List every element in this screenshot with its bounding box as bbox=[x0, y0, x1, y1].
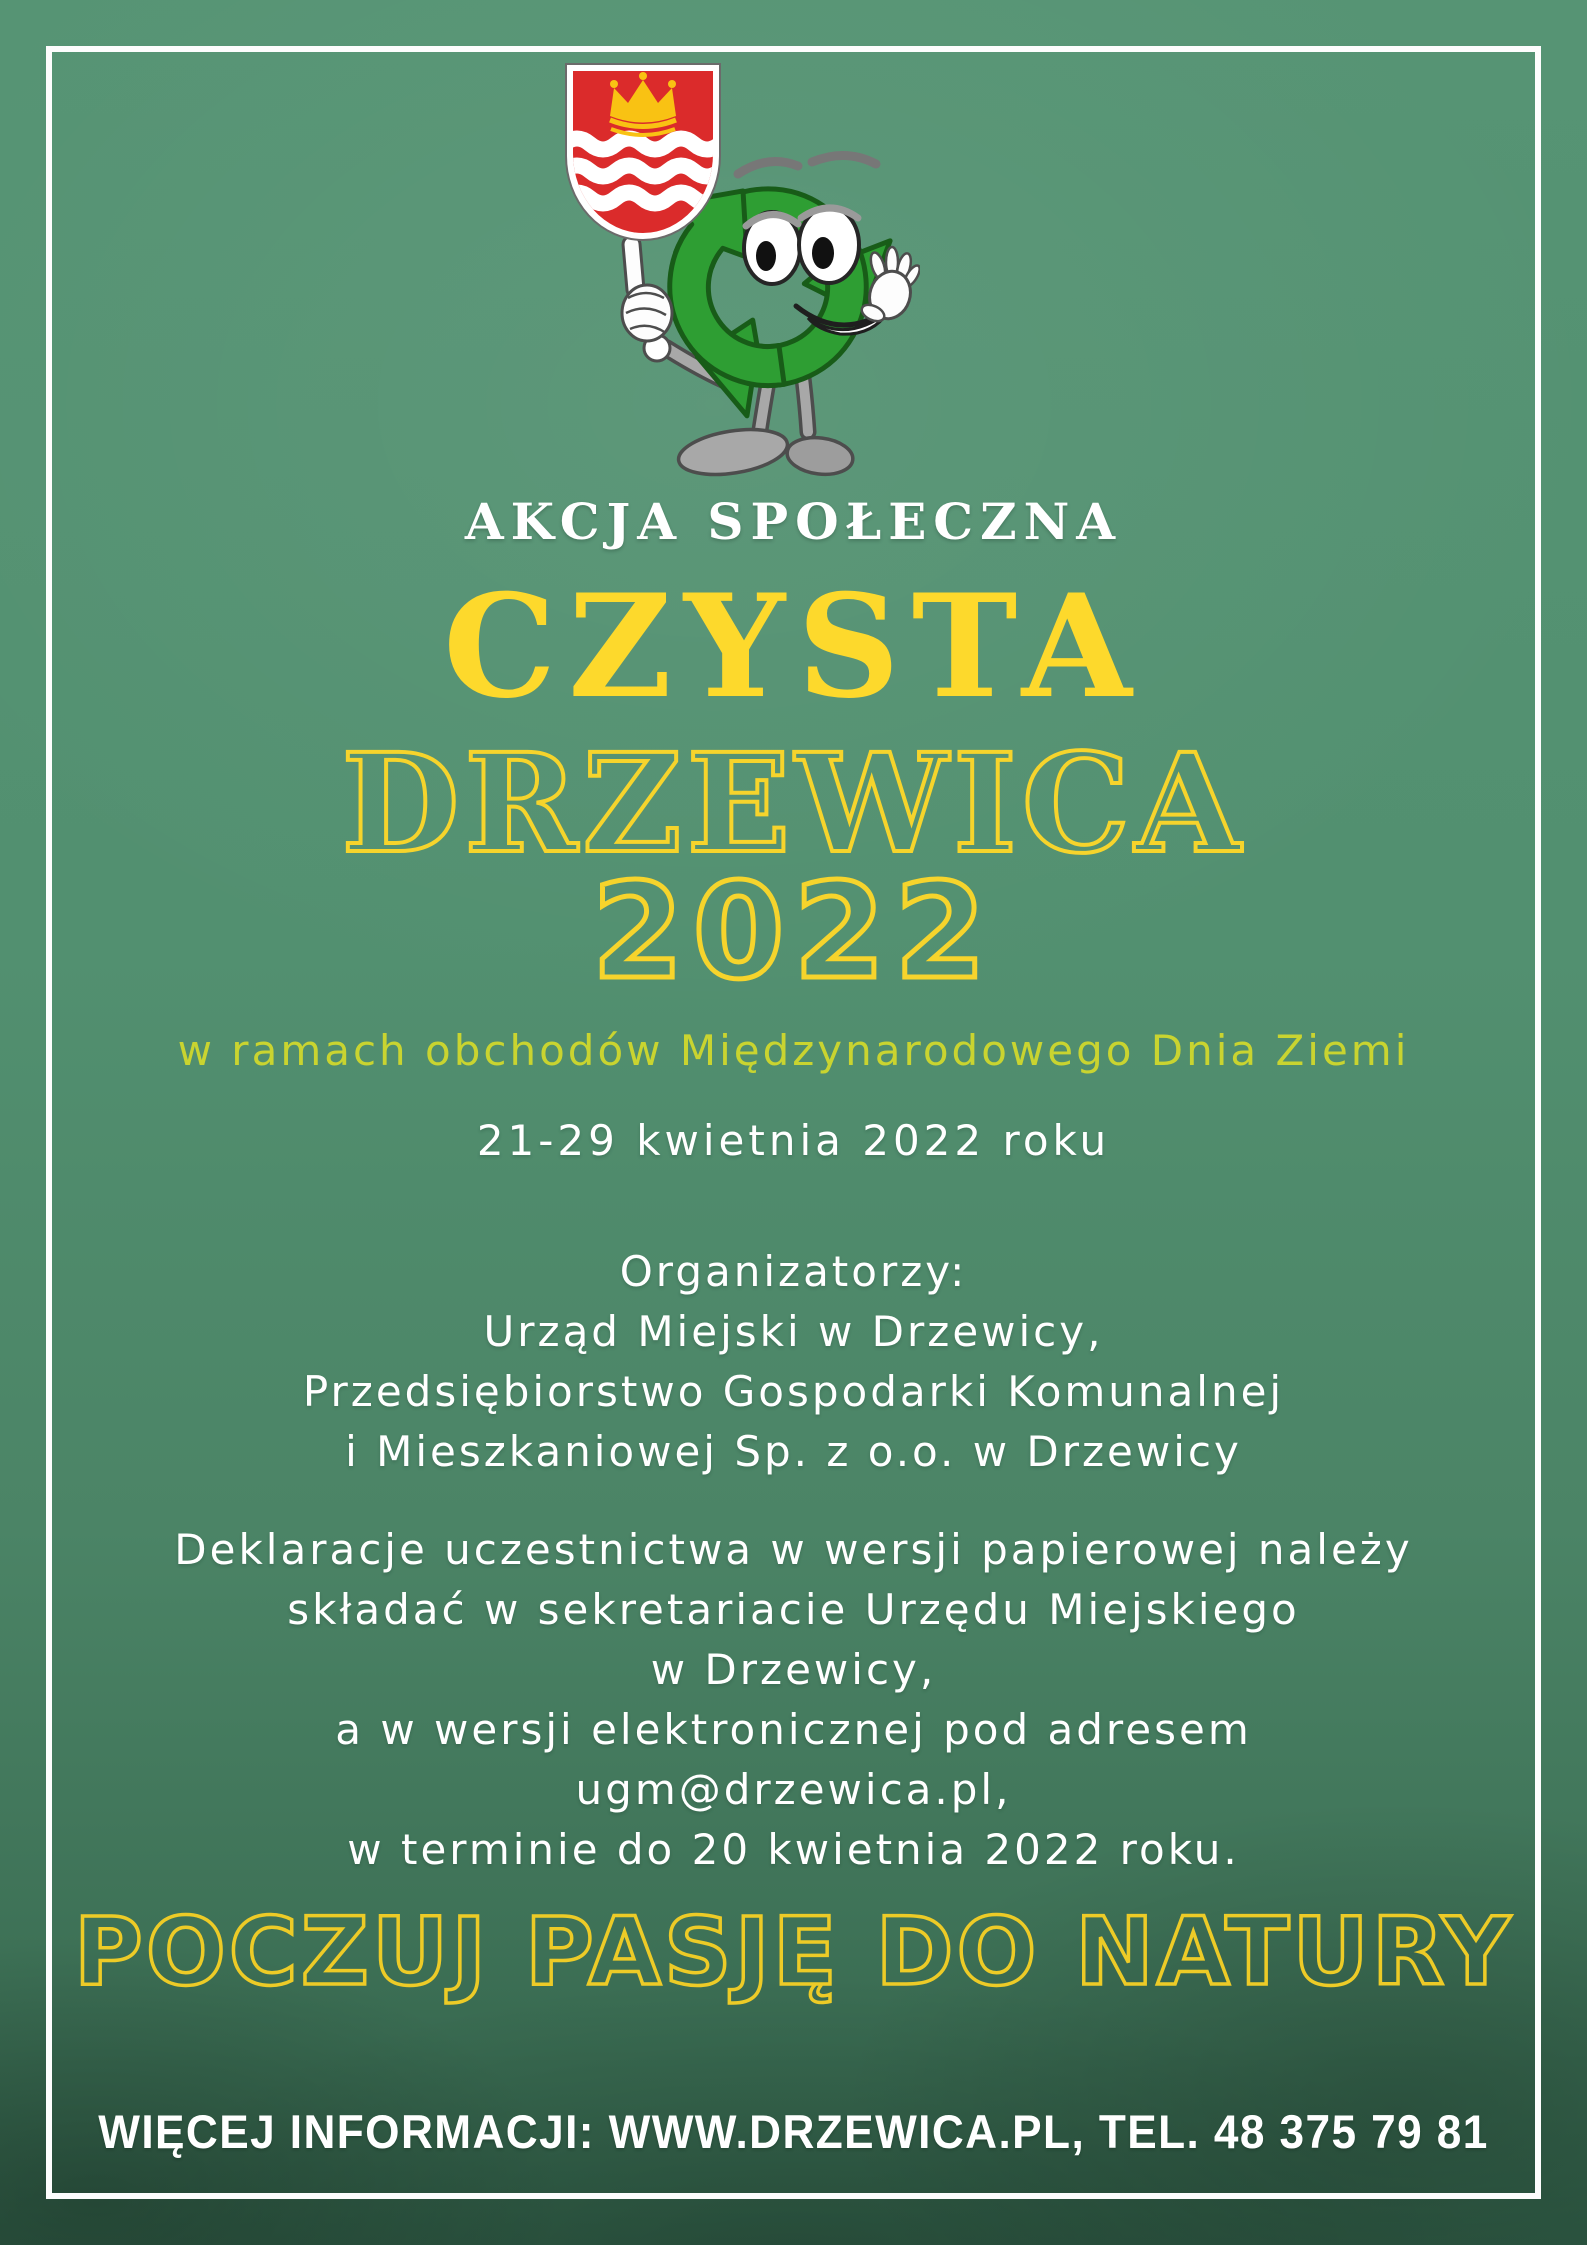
footer-info: WIĘCEJ INFORMACJI: WWW.DRZEWICA.PL, TEL. 48 375 79 81 bbox=[98, 2105, 1489, 2158]
declaration-line: a w wersji elektronicznej pod adresem bbox=[335, 1705, 1252, 1754]
declaration-line: w terminie do 20 kwietnia 2022 roku. bbox=[347, 1825, 1240, 1874]
organizer-line: Przedsiębiorstwo Gospodarki Komunalnej bbox=[302, 1367, 1285, 1416]
organizers-block bbox=[0, 1242, 1587, 1482]
date-range: 21-29 kwietnia 2022 roku bbox=[476, 1116, 1111, 1165]
title-drzewica: DRZEWICA bbox=[341, 724, 1246, 884]
organizer-line: Urząd Miejski w Drzewicy, bbox=[483, 1307, 1104, 1356]
declaration-line: składać w sekretariacie Urzędu Miejskiego bbox=[287, 1585, 1300, 1634]
mascot-right-foot bbox=[785, 434, 855, 478]
mascot-left-foot bbox=[675, 423, 790, 482]
declaration-block bbox=[0, 1520, 1587, 1880]
kicker-heading: AKCJA SPOŁECZNA bbox=[464, 492, 1123, 551]
shield-waves bbox=[564, 139, 720, 204]
subtitle: w ramach obchodów Międzynarodowego Dnia Ziemi bbox=[177, 1026, 1410, 1075]
declaration-line-email: ugm@drzewica.pl, bbox=[575, 1765, 1012, 1814]
drzewica-coat-of-arms-icon bbox=[564, 64, 720, 240]
title-czysta: CZYSTA bbox=[443, 564, 1144, 730]
hero-graphic bbox=[540, 52, 920, 512]
declaration-line: w Drzewicy, bbox=[650, 1645, 937, 1694]
mascot-left-hand bbox=[622, 235, 672, 361]
title-year: 2022 bbox=[591, 855, 996, 1009]
organizer-line: i Mieszkaniowej Sp. z o.o. w Drzewicy bbox=[345, 1427, 1242, 1476]
declaration-line: Deklaracje uczestnictwa w wersji papierowej należy bbox=[174, 1525, 1413, 1574]
slogan: POCZUJ PASJĘ DO NATURY bbox=[73, 1898, 1514, 2007]
organizers-heading: Organizatorzy: bbox=[619, 1247, 968, 1296]
